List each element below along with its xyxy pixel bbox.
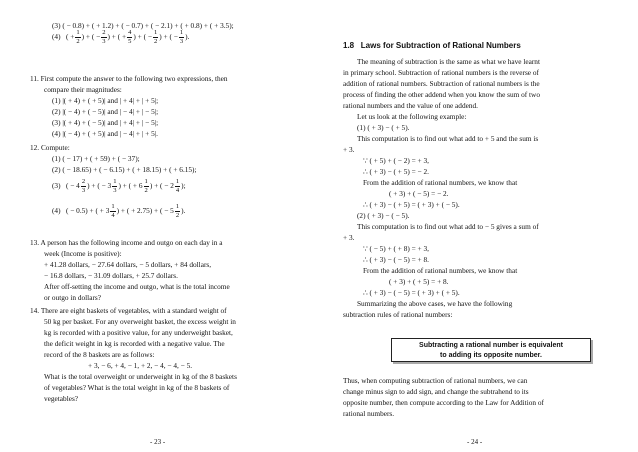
body-line: + 3.: [343, 233, 355, 242]
math-line: ( + 3) + ( − 5) = − 2.: [389, 189, 449, 198]
body-line: subtraction rules of rational numbers:: [343, 310, 453, 319]
exercise-11-intro-cont: compare their magnitudes:: [44, 85, 122, 94]
fraction: $\frac{1}{4}$: [175, 178, 180, 194]
math-line: ∴ ( + 3) − ( + 5) = ( + 3) + ( − 5).: [363, 200, 460, 209]
fraction: $\frac{2}{3}$: [102, 29, 106, 45]
exercise-13-values-1: + 41.28 dollars, − 27.64 dollars, − 5 dollars, + 84 dollars,: [44, 260, 212, 269]
fraction: $\frac{1}{2}$: [175, 203, 180, 219]
exercise-14-line-3: kg is recorded with a positive value, for any underweight basket,: [44, 328, 233, 337]
exercise-14-question-cont: of vegetables? What is the total weight in kg of the 8 baskets of: [44, 383, 230, 392]
rule-text-line-2: to adding its opposite number.: [440, 352, 542, 359]
closing-line: change minus sign to add sign, and change the subtrahend to its: [343, 387, 529, 396]
body-line: This computation is to find out what add to + 5 and the sum is: [357, 134, 539, 143]
body-line: Let us look at the following example:: [357, 112, 467, 121]
exercise-13-intro: 13. A person has the following income and outgo on each day in a: [30, 238, 223, 247]
body-line: rational numbers and the value of one addend.: [343, 101, 478, 110]
exercise-11-1: (1) |( + 4) + ( + 5)| and | + 4| + | + 5|;: [52, 96, 159, 105]
exercise-14-records: + 3, − 6, + 4, − 1, + 2, − 4, − 4, − 5.: [88, 361, 193, 370]
example-1: (1) ( + 3) − ( + 5).: [357, 123, 410, 132]
closing-line: Thus, when computing subtraction of rational numbers, we can: [343, 376, 528, 385]
body-line: The meaning of subtraction is the same as what we have learnt: [357, 57, 540, 66]
math-line: ∵ ( + 5) + ( − 2) = + 3,: [363, 156, 429, 165]
exercise-12-1: (1) ( − 17) + ( + 59) + ( − 37);: [52, 154, 140, 163]
section-heading: [343, 41, 521, 51]
exercise-11-3: (3) |( + 4) + ( − 5)| and | + 4| + | − 5|;: [52, 118, 159, 127]
section-number: 1.8: [343, 41, 355, 50]
exercise-14-intro: 14. There are eight baskets of vegetables, with a standard weight of: [30, 306, 227, 315]
body-line: addition of rational numbers. Subtraction of rational numbers is the: [343, 79, 540, 88]
fraction: $\frac{4}{5}$: [128, 29, 132, 45]
exercise-12-2: (2) ( − 18.65) + ( − 6.15) + ( + 18.15) + ( + 6.15);: [52, 165, 197, 174]
fraction: $\frac{1}{3}$: [179, 29, 184, 45]
body-line: in primary school. Subtraction of rational numbers is the reverse of: [343, 68, 539, 77]
exercise-14-line-4: the deficit weight in kg is recorded with a negative value. The: [44, 339, 225, 348]
math-line: ∴ ( + 3) − ( − 5) = + 8.: [363, 255, 429, 264]
exercise-12-4: (4) ( − 0.5) + ( + 3 $\frac{1}{4}$ ) + ( + 2.75) + ( − 5 $\frac{1}{2}$ ).: [52, 203, 186, 219]
exercise-10-4: (4) ( + $\frac{1}{2}$ ) + ( − $\frac{2}{3}$ ) + ( + $\frac{4}{5}$ ) + ( − $\frac{1}{2}$ ) + ( − $\frac{1}{3}$ ).: [52, 29, 190, 45]
body-line: From the addition of rational numbers, we know that: [363, 266, 518, 275]
body-line: Summarizing the above cases, we have the following: [357, 299, 513, 308]
exercise-11-2: (2) |( − 4) + ( − 5)| and | − 4| + | − 5|;: [52, 107, 159, 116]
fraction: $\frac{2}{3}$: [81, 178, 86, 194]
closing-line: rational numbers.: [343, 409, 395, 418]
rule-box: [391, 338, 591, 362]
math-line: ∴ ( + 3) − ( + 5) = − 2.: [363, 167, 429, 176]
exercise-13-values-2: − 16.8 dollars, − 31.09 dollars, + 25.7 dollars.: [44, 271, 178, 280]
item-label: (4): [52, 32, 61, 42]
exercise-11-4: (4) |( − 4) + ( + 5)| and | − 4| + | + 5|.: [52, 129, 159, 138]
page-number: - 23 -: [150, 438, 166, 446]
exercise-11-intro: 11. First compute the answer to the following two expressions, then: [30, 74, 228, 83]
fraction: $\frac{1}{2}$: [144, 178, 148, 194]
page-number: - 24 -: [467, 438, 483, 446]
exercise-12-intro: 12. Compute:: [30, 143, 70, 152]
exercise-14-line-5: record of the 8 baskets are as follows:: [44, 350, 155, 359]
fraction: $\frac{1}{2}$: [153, 29, 158, 45]
fraction: $\frac{1}{2}$: [76, 29, 80, 45]
math-line: ∵ ( − 5) + ( + 8) = + 3,: [363, 244, 429, 253]
example-2: (2) ( + 3) − ( − 5).: [357, 211, 410, 220]
item-label: (3): [52, 181, 61, 191]
body-line: + 3.: [343, 145, 355, 154]
exercise-12-3: (3) ( − 4 $\frac{2}{3}$ ) + ( − 3 $\frac{1}{3}$ ) + ( + 6 $\frac{1}{2}$ ) + ( − 2 $\frac{1}{4}$ );: [52, 178, 186, 194]
item-label: (4): [52, 206, 61, 216]
section-title: Laws for Subtraction of Rational Numbers: [360, 41, 521, 50]
fraction: $\frac{1}{4}$: [111, 203, 115, 219]
exercise-13-question-cont: or outgo in dollars?: [44, 293, 101, 302]
exercise-13-intro-cont: week (Income is positive):: [44, 249, 122, 258]
body-line: This computation is to find out what add to − 5 gives a sum of: [357, 222, 539, 231]
rule-text-line-1: Subtracting a rational number is equivalent: [419, 342, 563, 349]
math-line: ( + 3) + ( + 5) = + 8.: [389, 277, 449, 286]
exercise-14-line-2: 50 kg per basket. For any overweight basket, the excess weight in: [44, 317, 236, 326]
closing-line: opposite number, then compute according to the Law for Addition of: [343, 398, 544, 407]
exercise-13-question: After off-setting the income and outgo, what is the total income: [44, 282, 230, 291]
exercise-10-3: (3) ( − 0.8) + ( + 1.2) + ( − 0.7) + ( − 2.1) + ( + 0.8) + ( + 3.5);: [52, 21, 234, 30]
exercise-14-question-end: vegetables?: [44, 394, 79, 403]
exercise-14-question: What is the total overweight or underweight in kg of the 8 baskets: [44, 372, 237, 381]
body-line: process of finding the other addend when you know the sum of two: [343, 90, 540, 99]
fraction: $\frac{1}{3}$: [113, 178, 117, 194]
math-line: ∴ ( + 3) − ( − 5) = ( + 3) + ( + 5).: [363, 288, 460, 297]
body-line: From the addition of rational numbers, we know that: [363, 178, 518, 187]
